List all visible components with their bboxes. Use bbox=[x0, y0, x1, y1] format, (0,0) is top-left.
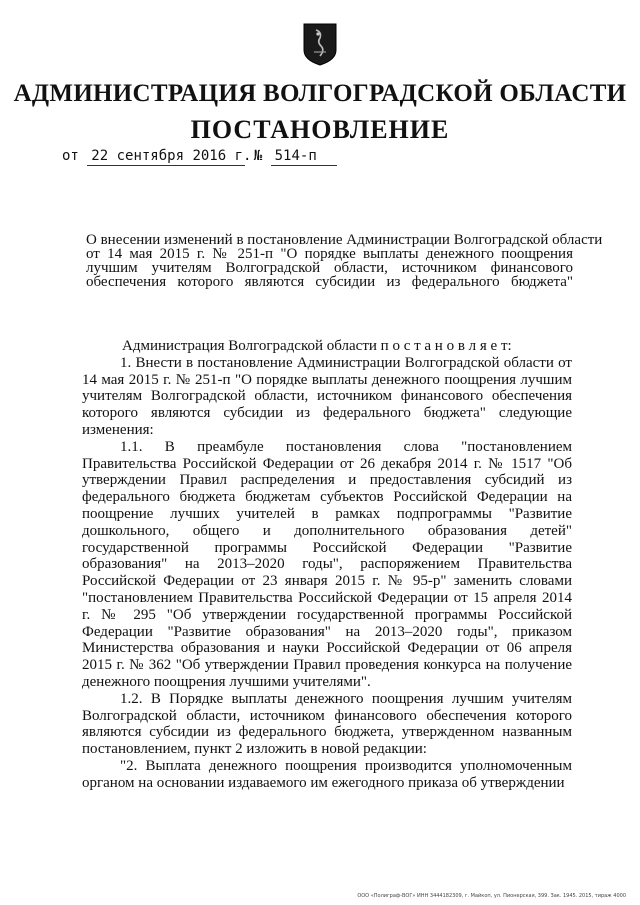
subject-line: лучшим учителям Волгоградской области, источником финансового bbox=[86, 260, 573, 276]
paragraph: "2. Выплата денежного поощрения производится уполномоченным органом на основании издаваемого им ежегодного приказа об утверждении bbox=[82, 757, 572, 791]
document-type-title: ПОСТАНОВЛЕНИЕ bbox=[190, 115, 450, 144]
number-sign: № bbox=[253, 148, 263, 164]
preamble: Администрация Волгоградской области п о с т а н о в л я е т: bbox=[122, 338, 512, 354]
paragraph: 1.1. В преамбуле постановления слова "постановлением Правительства Российской Федерации от 26 декабря 2014 г. № 1517 "Об утверждении Правил распределения и предоставления субсидий из федерального бюджета бюджетам субъектов Российской Федерации на поощрение лучших учителей в рамках подпрограммы "Развитие дошкольного, общего и дополнительного образования детей" государственной программы Российской Федерации "Развитие образования" на 2013–2020 годы", распоряжением Правительства Российской Федерации от 23 января 2015 г. № 95-р" заменить словами "постановлением Правительства Российской Федерации от 15 апреля 2014 г. № 295 "Об утверждении государственной программы Российской Федерации "Развитие образования" на 2013–2020 годы", приказом Министерства образования и науки Российской Федерации от 06 апреля 2015 г. № 362 "Об утверждении Правил проведения конкурса на получение денежного поощрения лучшими учителями". bbox=[82, 438, 572, 690]
paragraph: 1. Внести в постановление Администрации Волгоградской области от 14 мая 2015 г. № 251-п "О порядке выплаты денежного поощрения лучшим учителям Волгоградской области, источником финансового обеспечения которого являются субсидии из федерального бюджета" следующие изменения: bbox=[82, 354, 572, 438]
organization-title: АДМИНИСТРАЦИЯ ВОЛГОГРАДСКОЙ ОБЛАСТИ bbox=[13, 80, 627, 107]
subject-line: от 14 мая 2015 г. № 251-п "О порядке выплаты денежного поощрения bbox=[86, 246, 573, 262]
document-body bbox=[82, 338, 572, 792]
document-subject bbox=[86, 232, 603, 290]
date-from-label: от bbox=[62, 148, 79, 164]
paragraph: 1.2. В Порядке выплаты денежного поощрения лучшим учителям Волгоградской области, источником финансового обеспечения которого являются субсидии из федерального бюджета, утвержденном названным постановлением, пункт 2 изложить в новой редакции: bbox=[82, 690, 572, 758]
subject-line: обеспечения которого являются субсидии из федерального бюджета" bbox=[86, 274, 573, 290]
date-line bbox=[62, 148, 337, 166]
print-info-footer: ООО «Полиграф-ВОГ» ИНН 3444182309, г. Майкоп, ул. Пионерская, 399. Зак. 1945. 2015, тираж 4000 bbox=[357, 893, 626, 899]
subject-line: О внесении изменений в постановление Администрации Волгоградской области bbox=[86, 232, 603, 248]
document-date: 22 сентября 2016 г. bbox=[87, 148, 245, 166]
document-number: 514-п bbox=[271, 148, 337, 166]
coat-of-arms-icon bbox=[302, 22, 338, 66]
